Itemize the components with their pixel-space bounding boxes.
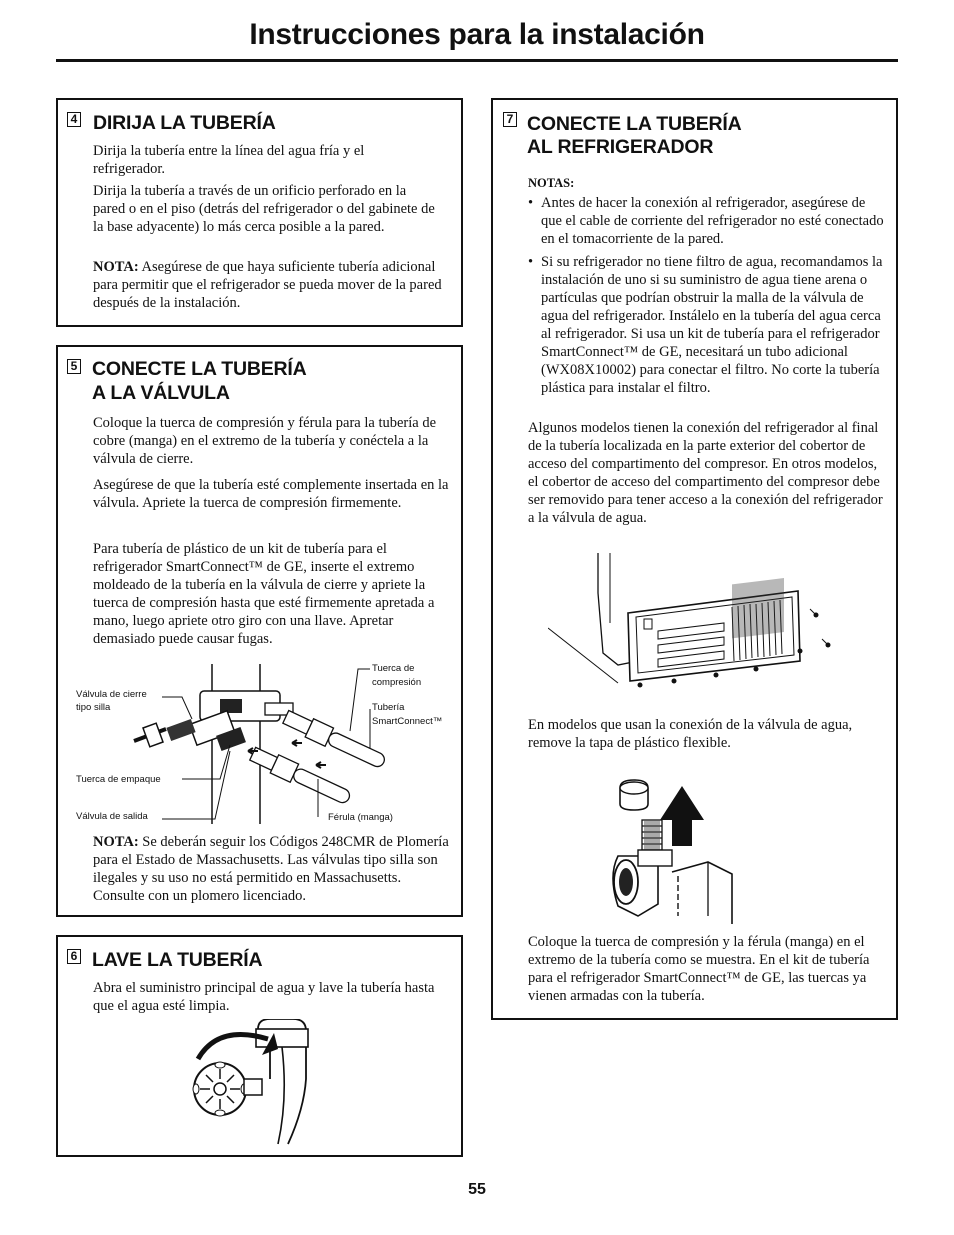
label-compression-nut-2: compresión (372, 677, 422, 688)
step7-paragraph-2: En modelos que usan la conexión de la válvula de agua, remove la tapa de plástico flexible. (528, 717, 853, 751)
page-title: Instrucciones para la instalación (249, 18, 705, 51)
step6-number: 6 (67, 949, 81, 964)
label-ferrule: Férula (manga) (328, 812, 393, 823)
step5-heading-line1: CONECTE LA TUBERÍA (92, 358, 307, 380)
step6-box (56, 935, 463, 1157)
step7-heading-line1: CONECTE LA TUBERÍA (527, 113, 742, 135)
page-number: 55 (468, 1181, 486, 1198)
step7-bullet-1-text: Antes de hacer la conexión al refrigerador, asegúrese de que el cable de corriente del refrigerador no esté conectado en el tomacorriente de la pared. (541, 195, 884, 247)
step4-paragraph-1: Dirija la tubería entre la línea del agua fría y el refrigerador. (93, 143, 365, 177)
step7-paragraph-1: Algunos modelos tienen la conexión del refrigerador al final de la tubería localizada en la parte exterior del cobertor de acceso del compartimento del compresor. En otros modelos, el cobertor de acceso del compartimento del compresor debe ser removido para tener acceso a la conexión del refrigerador a la válvula de agua. (528, 420, 883, 526)
step7-bullet-2 (528, 253, 887, 397)
step5-number: 5 (67, 359, 81, 374)
step7-number: 7 (503, 112, 517, 127)
step5-note-label: NOTA: (93, 834, 139, 850)
step7-bullet-2-text: Si su refrigerador no tiene filtro de agua, recomandamos la instalación de uno si su suministro de agua tiene arena o partículas que podrían obstruir la malla de la válvula de agua del refrigerador. Instálelo en la tubería del agua cerca al refrigerador. Si usa un kit de tubería para el refrigerador SmartConnect™ de GE, necesitará un tubo adicional (WX08X10002) para conectar el filtro. No corte la tubería plástica para instalar el filtro. (541, 254, 883, 396)
label-saddle-valve-1: Válvula de cierre (76, 689, 147, 700)
step4-box (56, 98, 463, 327)
step7-heading-line2: AL REFRIGERADOR (527, 136, 714, 158)
label-outlet-valve: Válvula de salida (76, 811, 148, 822)
step4-number: 4 (67, 112, 81, 127)
step5-note-text: Se deberán seguir los Códigos 248CMR de Plomería para el Estado de Massachusetts. Las válvulas tipo silla son ilegales y su uso no está permitido en Massachusetts. Consulte con un plomero licenciado. (93, 834, 449, 904)
compressor-cover-drawing (548, 553, 848, 693)
step6-paragraph-1: Abra el suministro principal de agua y lave la tubería hasta que el agua esté limpia. (93, 980, 435, 1014)
step4-note (93, 258, 443, 312)
step4-note-text: Asegúrese de que haya suficiente tubería adicional para permitir que el refrigerador se pueda mover de la pared después de la instalación. (93, 259, 442, 311)
step5-note (93, 833, 453, 905)
step5-paragraph-2: Asegúrese de que la tubería esté complemente insertada en la válvula. Apriete la tuerca de compresión firmemente. (93, 477, 449, 511)
label-smartconnect-2: SmartConnect™ (372, 716, 443, 727)
step5-box (56, 345, 463, 917)
step7-bullet-1 (528, 194, 889, 248)
label-compression-nut-1: Tuerca de (372, 663, 415, 674)
step7-paragraph-3: Coloque la tuerca de compresión y la férula (manga) en el extremo de la tubería como se muestra. En el kit de tubería para el refrigerador SmartConnect™ de GE, las tuercas ya vienen armadas con la tubería. (528, 934, 870, 1004)
label-smartconnect-1: Tubería (372, 702, 405, 713)
step5-heading-line2: A LA VÁLVULA (92, 382, 230, 404)
bullet-dot: • (528, 195, 534, 211)
step5-paragraph-3: Para tubería de plástico de un kit de tubería para el refrigerador SmartConnect™ de GE, inserte el extremo moldeado de la tubería en la válvula de cierre y apriete la tuerca de compresión hasta que esté firmemente apretada a mano, luego apriete otro giro con una llave. Apretar demasiado puede causar fugas. (93, 541, 435, 647)
water-valve-cap-drawing (608, 776, 768, 924)
step4-note-label: NOTA: (93, 259, 139, 275)
title-rule (56, 59, 898, 62)
step6-heading: LAVE LA TUBERÍA (92, 949, 263, 971)
step7-notes-label: NOTAS: (528, 176, 575, 190)
label-saddle-valve-2: tipo silla (76, 702, 111, 713)
bullet-dot: • (528, 254, 534, 270)
shutoff-valve-drawing (178, 1019, 378, 1149)
step4-paragraph-2: Dirija la tubería a través de un orificio perforado en la pared o en el piso (detrás del refrigerador o del gabinete de la base adyacente) lo más cerca posible a la pared. (93, 183, 435, 235)
step7-box (491, 98, 898, 1020)
step4-heading: DIRIJA LA TUBERÍA (93, 112, 276, 134)
step5-paragraph-1: Coloque la tuerca de compresión y férula para la tubería de cobre (manga) en el extremo de la tubería y conéctela a la válvula de cierre. (93, 415, 437, 467)
label-packing-nut: Tuerca de empaque (76, 774, 161, 785)
saddle-valve-diagram (70, 659, 450, 829)
